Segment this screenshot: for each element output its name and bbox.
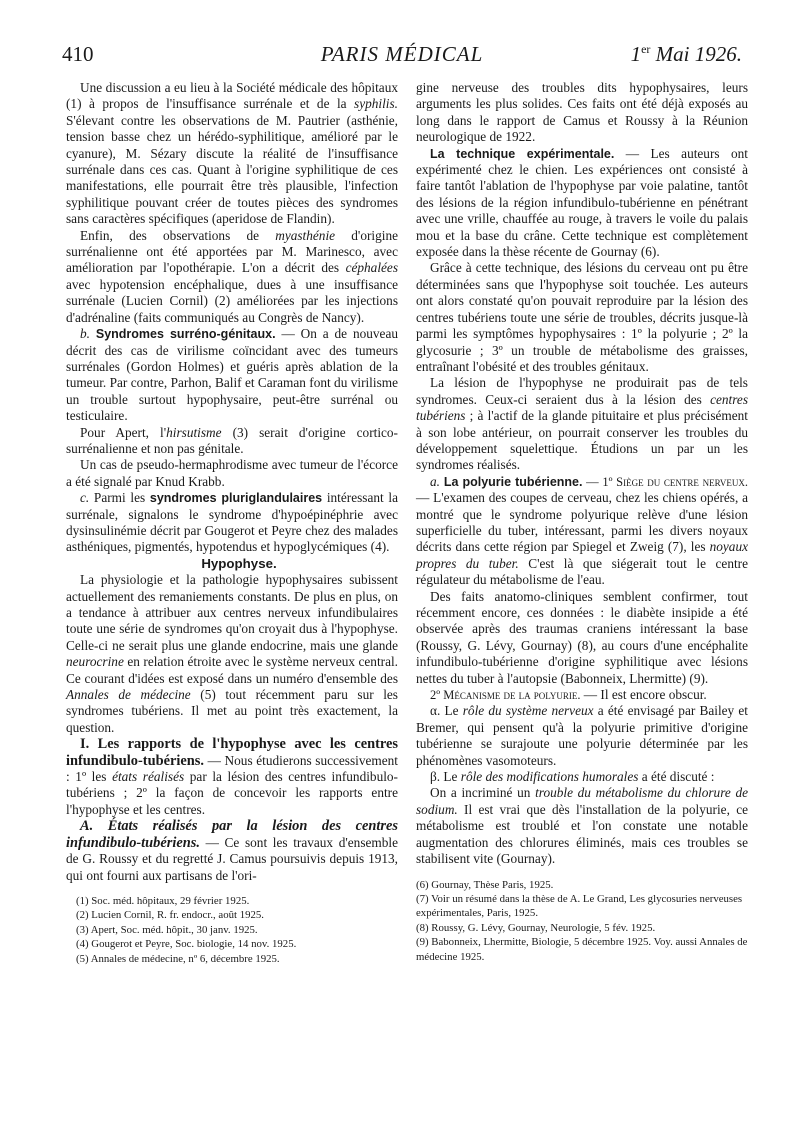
page-number: 410 xyxy=(62,42,94,66)
paragraph: gine nerveuse des troubles dits hypophysaires, leurs arguments les plus solides. Ces faits ont été déjà exposés au long dans le rapport de Camus et Roussy à la Réunion neurologique de 1922. xyxy=(416,80,748,145)
paragraph: Des faits anatomo-cliniques semblent confirmer, tout récemment encore, ces données : le diabète insipide a été observée après des traumas craniens intéressant la base (Roussy, G. Lévy, Gournay) (8), au cours d'une encéphalite infundibulo-tubérienne d'origine syphilitique avec lésions nettes du tuber à l'autopsie (Babonneix, Lhermitte) (9). xyxy=(416,588,748,686)
footnote: (8) Roussy, G. Lévy, Gournay, Neurologie, 5 fév. 1925. xyxy=(416,921,656,934)
paragraph: A. États réalisés par la lésion des centres infundibulo-tubériens. — Ce sont les travaux d'ensemble de G. Roussy et du regretté J. Camus poursuivis depuis 1913, qui ont fourni aux partisans de l'ori- xyxy=(66,818,398,883)
paragraph: La technique expérimentale. — Les auteurs ont expérimenté chez le chien. Les expériences ont consisté à faire tantôt l'ablation de l'hypophyse par voie palatine, tantôt des lésions de la région infundibulo-tubérienne en pénétrant avec une vrille, chauffée au rouge, à travers le voile du palais mou et la base du crâne. Cette technique est complètement exposée dans la thèse récente de Gournay (6). xyxy=(416,145,748,260)
paragraph: c. Parmi les syndromes pluriglandulaires intéressant la surrénale, signalons le syndrome d'hypoépinéphrie avec dysinsulinémie décrit par Gougerot et Peyre chez des malades asthéniques, pigmentés, hypotendus et hypoglycémiques (4). xyxy=(66,490,398,555)
section-heading: Hypophyse. xyxy=(201,555,277,571)
footnote: (2) Lucien Cornil, R. fr. endocr., août 1925. xyxy=(76,909,265,922)
paragraph: b. Syndromes surréno-génitaux. — On a de nouveau décrit des cas de virilisme coïncidant avec des tumeurs surrénales (Gordon Holmes) et guéris après ablation de la tumeur. Par contre, Parhon, Balif et Caraman font du virilisme un trouble surtout hypophysaire, peut-être surrénal ou testiculaire. xyxy=(66,326,399,424)
paragraph: Grâce à cette technique, des lésions du cerveau ont pu être déterminées sans que l'hypophyse soit touchée. Les auteurs ont alors constaté qu'on pouvait reproduire par la lésion des centres tubériens toute une série de troubles, décrits jusque-là parmi les symptômes hypophysaires : 1º la polyurie ; 2º la glycosurie ; 3º un trouble de métabolisme des graisses, entraînant l'obésité et des troubles génitaux. xyxy=(416,260,748,374)
paragraph: I. Les rapports de l'hypophyse avec les centres infundibulo-tubériens. — Nous étudierons successivement : 1º les états réalisés par la lésion des centres infundibulo-tubériens ; 2º la façon de concevoir les rapports entre l'hypophyse et les centres. xyxy=(66,736,398,817)
footnote: (5) Annales de médecine, nº 6, décembre 1925. xyxy=(76,952,280,965)
right-column xyxy=(416,80,748,964)
paragraph: Pour Apert, l'hirsutisme (3) serait d'origine cortico-surrénalienne et non pas génitale. xyxy=(66,424,398,456)
footnote: (3) Apert, Soc. méd. hôpit., 30 janv. 1925. xyxy=(76,923,258,936)
issue-date: 1er Mai 1926. xyxy=(630,42,742,66)
paragraph: La lésion de l'hypophyse ne produirait pas de tels syndromes. Ceux-ci seraient dus à la lésion des centres tubériens ; à l'actif de la glande pituitaire et plus précisément à son lobe antérieur, on pourrait conserver les troubles du développement squelettique. Étudions un par un les syndromes réalisés. xyxy=(416,375,748,473)
paragraph: Un cas de pseudo-hermaphrodisme avec tumeur de l'écorce a été signalé par Knud Krabb. xyxy=(66,457,398,489)
footnote: (7) Voir un résumé dans la thèse de A. Le Grand, Les glycosuries nerveuses expérimentales, Paris, 1925. xyxy=(416,892,743,920)
journal-title: PARIS MÉDICAL xyxy=(320,42,484,66)
footnote: (1) Soc. méd. hôpitaux, 29 février 1925. xyxy=(76,894,250,907)
paragraph: 2º Mécanisme de la polyurie. — Il est encore obscur. xyxy=(430,687,707,703)
paragraph: Une discussion a eu lieu à la Société médicale des hôpitaux (1) à propos de l'insuffisance surrénale et de la syphilis. S'élevant contre les observations de M. Pautrier (asthénie, tension basse chez un hérédo-syphilitique, amélioré par le cyanure), M. Sézary discute la réalité de l'insuffisance surrénale dans ces cas. Quant à l'origine syphilitique de ces manifestations, elle pourrait être très plausible, l'infection syphilitique pouvant créer de toutes pièces des syndromes sans caractères spécifiques (aperidose de Flandin). xyxy=(66,80,398,227)
paragraph: On a incriminé un trouble du métabolisme du chlorure de sodium. Il est vrai que dès l'installation de la polyurie, ce métabolisme est troublé et l'on constate une notable augmentation des chlorures éliminés, mais ces troubles se stabilisent vite (Gournay). xyxy=(416,785,748,867)
paragraph: β. Le rôle des modifications humorales a été discuté : xyxy=(430,769,715,785)
running-header xyxy=(62,42,742,72)
footnote: (6) Gournay, Thèse Paris, 1925. xyxy=(416,878,554,891)
paragraph: Enfin, des observations de myasthénie d'origine surrénalienne ont été apportées par M. Marinesco, avec amélioration par l'opothérapie. L'on a décrit des céphalées avec hypotension encéphalique, dues à une insuffisance surrénale (Lucien Cornil) (2) améliorées par les injections d'adrénaline (faits communiqués au Congrès de Nancy). xyxy=(66,227,398,325)
footnotes xyxy=(66,894,398,966)
footnotes xyxy=(416,878,748,964)
footnote: (9) Babonneix, Lhermitte, Biologie, 5 décembre 1925. Voy. aussi Annales de médecine 1925. xyxy=(416,936,748,963)
left-column xyxy=(66,80,398,966)
paragraph: α. Le rôle du système nerveux a été envisagé par Bailey et Bremer, qui pensent qu'à la polyurie primitive d'origine tubérienne se surajoute une polyurie déterminée par les phénomènes vasomoteurs. xyxy=(416,703,748,768)
paragraph: La physiologie et la pathologie hypophysaires subissent actuellement des remaniements constants. De plus en plus, on a tendance à attribuer aux centres nerveux infundibulaires toute une série de syndromes qu'on croyait dus à l'hypophyse. Celle-ci ne serait plus une glande endocrine, mais une glande neurocrine en relation étroite avec le système nerveux central. Ce courant d'idées est exposé dans un numéro d'ensemble des Annales de médecine (5) tout récemment paru sur les syndromes tubériens. Il met au point très exactement, la question. xyxy=(66,572,398,735)
paragraph: a. La polyurie tubérienne. — 1º Siège du centre nerveux. — L'examen des coupes de cerveau, chez les chiens opérés, a montré que le syndrome polyurique relève d'une lésion superficielle du tuber, intéressant, parmi les divers noyaux décrits dans cette région par Spiegel et Zweig (7), les noyaux propres du tuber. C'est là que siégerait tout le centre régulateur du métabolisme de l'eau. xyxy=(416,473,749,588)
footnote: (4) Gougerot et Peyre, Soc. biologie, 14 nov. 1925. xyxy=(76,938,297,951)
